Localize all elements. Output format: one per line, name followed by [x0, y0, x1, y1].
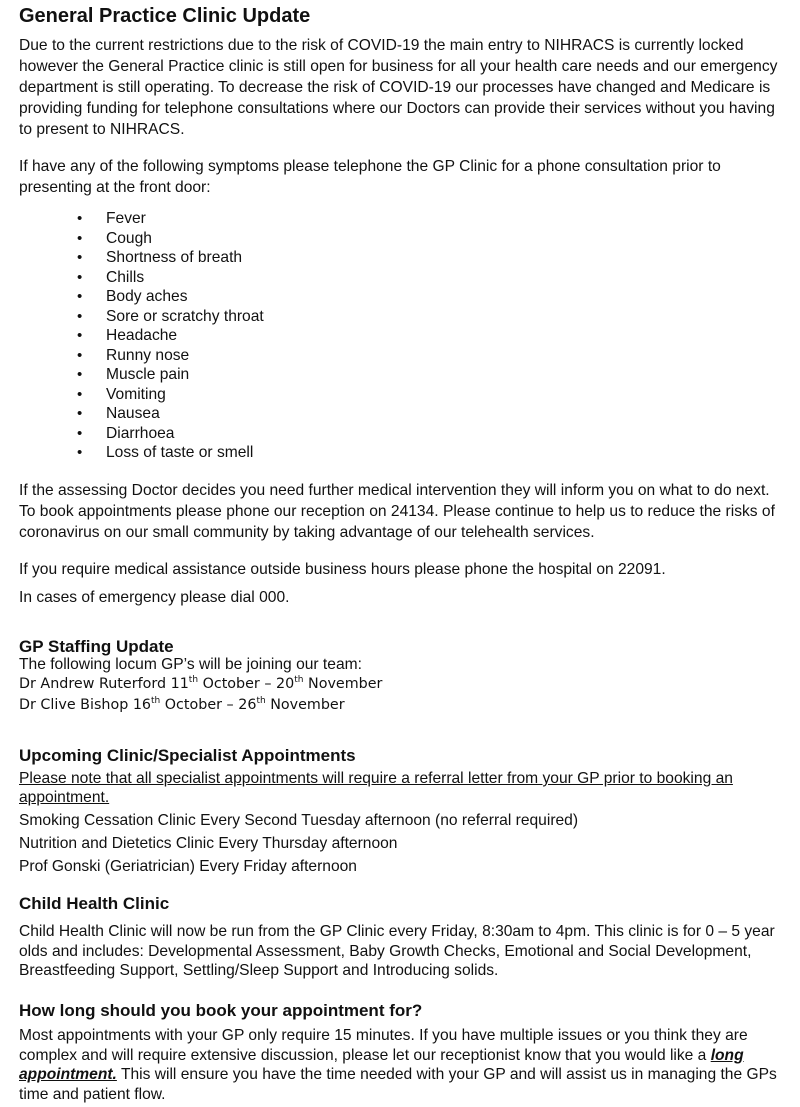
bullet-icon: •: [77, 405, 83, 422]
bullet-icon: •: [77, 366, 83, 383]
gp-1-mid: October – 20: [198, 676, 295, 692]
child-health-heading: Child Health Clinic: [19, 894, 170, 913]
bullet-icon: •: [77, 288, 83, 305]
bullet-icon: •: [77, 249, 83, 266]
assessment-paragraph: If the assessing Doctor decides you need further medical intervention they will inform you on what to do next. To book appointments please phone our reception on 24134. Please continue to help us to reduce the risks of coronavirus on our small community by taking advantage of our telehealth services.: [19, 482, 775, 541]
bullet-icon: •: [77, 424, 83, 442]
symptom-item: [19, 385, 264, 405]
gp-2-sup-start: th: [151, 696, 161, 707]
staffing-gp-1: [19, 674, 789, 695]
symptom-item: [19, 404, 264, 424]
symptoms-intro: If have any of the following symptoms please telephone the GP Clinic for a phone consultation prior to presenting at the front door:: [19, 158, 721, 196]
gp-1-sup-end: th: [294, 675, 304, 686]
bullet-icon: •: [77, 307, 83, 325]
appointment-item-geriatrician: Prof Gonski (Geriatrician) Every Friday afternoon: [19, 858, 357, 875]
symptom-item: [19, 326, 264, 346]
symptom-label: Nausea: [106, 405, 160, 422]
symptom-item: [19, 443, 264, 463]
symptom-label: Runny nose: [106, 346, 190, 364]
symptom-item: [19, 248, 264, 268]
page-title: General Practice Clinic Update: [19, 5, 311, 27]
symptom-label: Diarrhoea: [106, 424, 175, 442]
symptom-label: Cough: [106, 229, 152, 247]
symptom-label: Muscle pain: [106, 366, 190, 383]
symptom-label: Fever: [106, 210, 146, 227]
symptom-label: Vomiting: [106, 385, 166, 403]
appointment-item-nutrition: Nutrition and Dietetics Clinic Every Thursday afternoon: [19, 835, 398, 852]
gp-1-name: Dr Andrew Ruterford 11: [19, 676, 189, 692]
gp-1-sup-start: th: [188, 675, 199, 686]
gp-2-sup-end: th: [256, 696, 266, 707]
symptom-item: [19, 287, 264, 307]
symptom-item: [19, 307, 264, 327]
after-hours-paragraph: If you require medical assistance outside business hours please phone the hospital on 22091.: [19, 561, 666, 578]
symptom-item: [19, 346, 264, 366]
bullet-icon: •: [77, 229, 83, 247]
child-health-paragraph: Child Health Clinic will now be run from the GP Clinic every Friday, 8:30am to 4pm. This clinic is for 0 – 5 year olds and includes: Developmental Assessment, Baby Growth Checks, Emotional and Social Development, Breastfeeding Support, Settling/Sleep Support and Introducing solids.: [19, 923, 775, 979]
appointment-item-smoking: Smoking Cessation Clinic Every Second Tuesday afternoon (no referral required): [19, 812, 579, 829]
bullet-icon: •: [77, 210, 83, 227]
appointments-note: Please note that all specialist appointments will require a referral letter from your GP prior to booking an appointment.: [19, 770, 733, 806]
gp-2-name: Dr Clive Bishop 16: [19, 697, 152, 713]
booking-heading: How long should you book your appointment for?: [19, 1001, 423, 1020]
gp-2-mid: October – 26: [160, 697, 257, 713]
staffing-heading: GP Staffing Update: [19, 637, 174, 656]
symptom-label: Headache: [106, 327, 178, 344]
symptom-label: Shortness of breath: [106, 249, 243, 266]
intro-paragraph: Due to the current restrictions due to the risk of COVID-19 the main entry to NIHRACS is currently locked however the General Practice clinic is still open for business for all your health care needs and our emergency department is still operating. To decrease the risk of COVID-19 our processes have changed and Medicare is providing funding for telephone consultations where our Doctors can provide their services without you having to present to NIHRACS.: [19, 37, 778, 138]
symptom-item: [19, 268, 264, 288]
symptom-item: [19, 424, 264, 444]
gp-1-end: November: [303, 676, 383, 692]
bullet-icon: •: [77, 268, 83, 286]
appointments-heading: Upcoming Clinic/Specialist Appointments: [19, 746, 356, 765]
emergency-paragraph: In cases of emergency please dial 000.: [19, 589, 290, 606]
staffing-gp-2: [19, 695, 789, 716]
bullet-icon: •: [77, 346, 83, 364]
symptom-item: [19, 209, 264, 229]
symptom-label: Chills: [106, 268, 145, 286]
booking-text-before: Most appointments with your GP only require 15 minutes. If you have multiple issues or you think they are complex and will require extensive discussion, please let our receptionist know that you would like a: [19, 1027, 748, 1064]
bullet-icon: •: [77, 385, 83, 403]
booking-text-after: This will ensure you have the time needed with your GP and will assist us in managing the GPs time and patient flow.: [19, 1066, 777, 1103]
symptom-label: Loss of taste or smell: [106, 444, 254, 461]
long-appointment-emphasis: long appointment.: [19, 1046, 744, 1083]
symptom-item: [19, 229, 264, 249]
bullet-icon: •: [77, 327, 83, 344]
bullet-icon: •: [77, 444, 83, 461]
gp-2-end: November: [265, 697, 345, 713]
booking-paragraph: [19, 1026, 789, 1104]
symptom-label: Body aches: [106, 288, 188, 305]
symptom-item: [19, 365, 264, 385]
symptom-label: Sore or scratchy throat: [106, 307, 264, 325]
staffing-intro: The following locum GP’s will be joining our team:: [19, 656, 362, 673]
symptoms-list: [19, 209, 264, 463]
